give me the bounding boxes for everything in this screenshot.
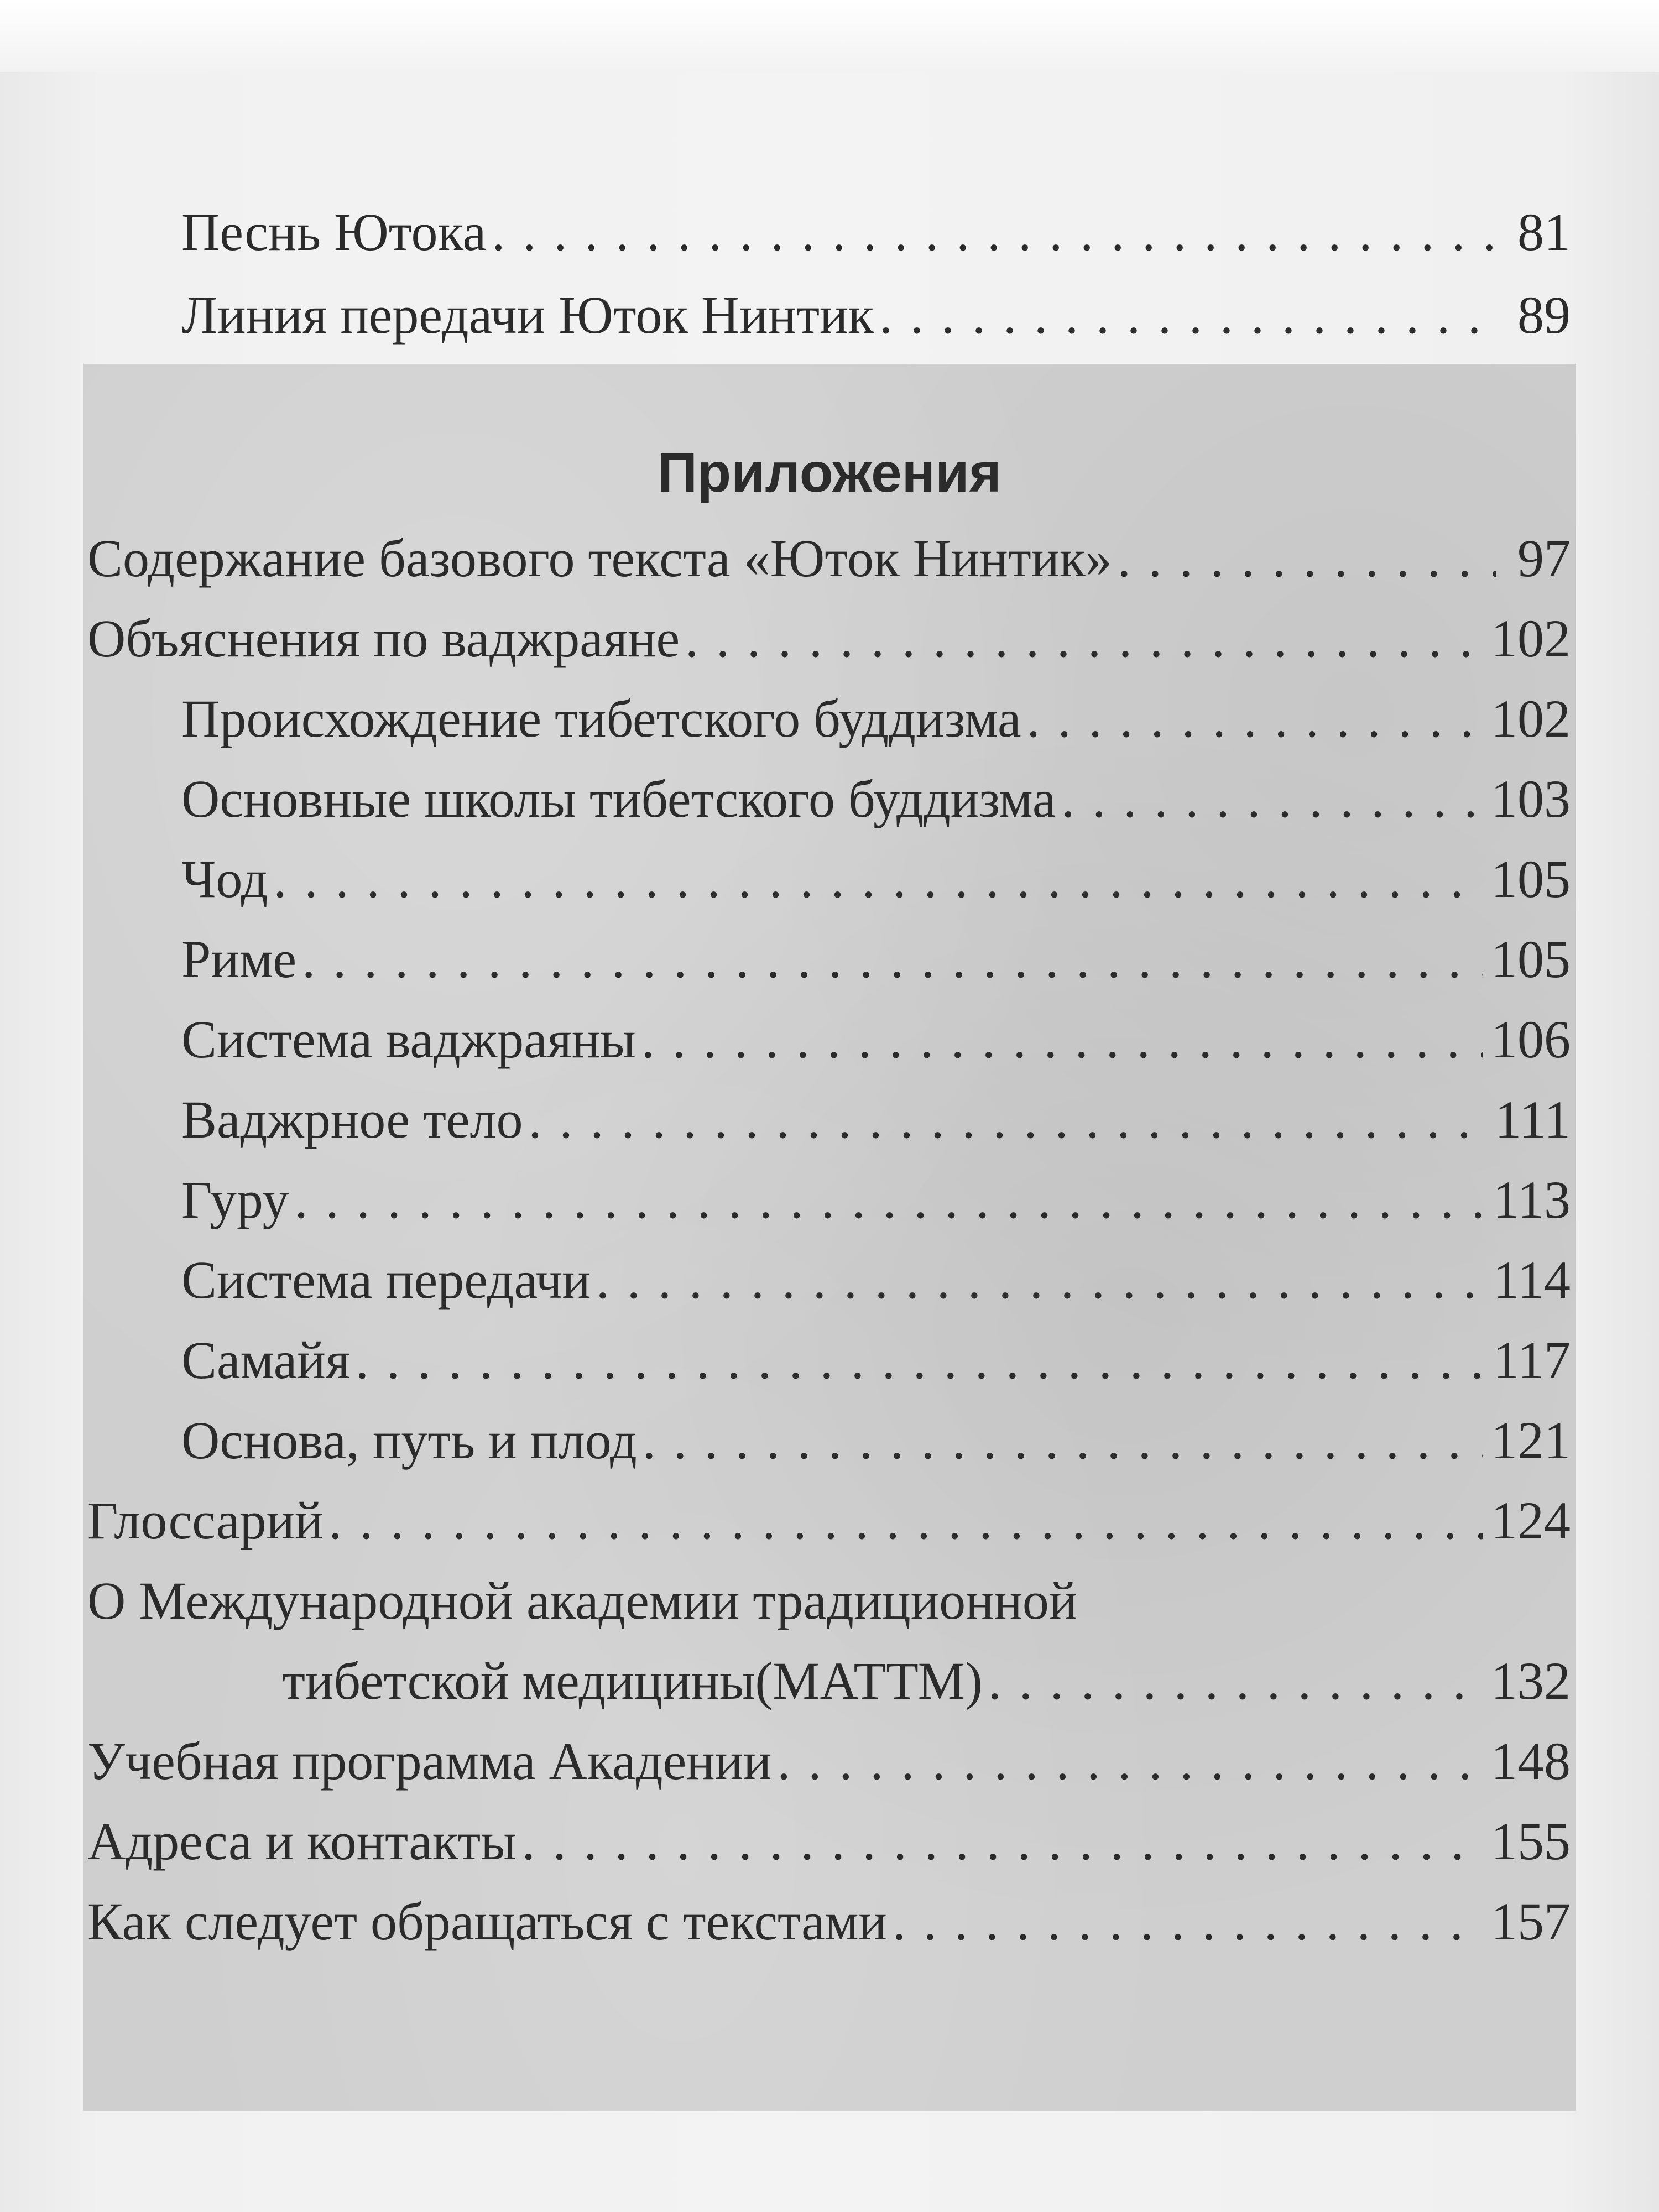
toc-entry-label: Гуру xyxy=(181,1170,289,1229)
toc-leader-dots xyxy=(328,1485,1483,1557)
toc-leader-dots xyxy=(273,843,1483,915)
toc-page-number: 105 xyxy=(1491,930,1571,989)
toc-entry xyxy=(87,1725,1571,1797)
toc-page-number: 121 xyxy=(1491,1411,1571,1470)
toc-entry-label: Содержание базового текста «Юток Нинтик» xyxy=(87,529,1112,588)
toc-entry xyxy=(181,763,1571,835)
toc-page-number: 103 xyxy=(1491,769,1571,828)
toc-page-number: 102 xyxy=(1491,689,1571,748)
toc-entry xyxy=(87,1485,1571,1557)
toc-entry xyxy=(181,1324,1571,1396)
toc-page-number: 148 xyxy=(1491,1731,1571,1791)
toc-leader-dots xyxy=(522,1806,1483,1877)
toc-leader-dots xyxy=(641,1004,1483,1076)
toc-entry-label-line1: О Международной академии традиционной xyxy=(87,1571,1078,1630)
toc-entry-label: Система ваджраяны xyxy=(181,1010,636,1069)
toc-entry-label-line2: тибетской медицины(МАТТМ) xyxy=(282,1651,983,1710)
toc-entry-label: Учебная программа Акадении xyxy=(87,1731,772,1791)
toc-entry-label: Адреса и контакты xyxy=(87,1812,517,1871)
toc-entry-label: Система передачи xyxy=(181,1250,591,1310)
toc-leader-dots xyxy=(1061,763,1483,835)
toc-leader-dots xyxy=(643,1405,1483,1477)
section-heading: Приложения xyxy=(658,442,1001,504)
toc-leader-dots xyxy=(893,1886,1483,1958)
toc-leader-dots xyxy=(685,603,1483,675)
toc-entry xyxy=(181,279,1571,351)
toc-entry-label: Глоссарий xyxy=(87,1491,324,1550)
toc-entry xyxy=(181,196,1571,268)
toc-leader-dots xyxy=(1027,683,1483,755)
toc-page-number: 117 xyxy=(1493,1331,1571,1390)
toc-entry-label: Происхождение тибетского буддизма xyxy=(181,689,1021,748)
toc-entry xyxy=(181,1244,1571,1316)
toc-page-number: 89 xyxy=(1517,285,1571,345)
toc-leader-dots xyxy=(356,1324,1485,1396)
toc-entry xyxy=(87,1886,1571,1958)
toc-entry xyxy=(181,924,1571,995)
toc-entry xyxy=(181,1405,1571,1477)
toc-page-number: 114 xyxy=(1493,1250,1571,1310)
toc-entry-label: Риме xyxy=(181,930,297,989)
toc-page-number: 102 xyxy=(1491,609,1571,668)
toc-entry xyxy=(181,1004,1571,1076)
toc-entry-label: Линия передачи Юток Нинтик xyxy=(181,285,874,345)
toc-page-number: 113 xyxy=(1493,1170,1571,1229)
toc-entry-label: Самайя xyxy=(181,1331,350,1390)
toc-page-number: 97 xyxy=(1517,529,1571,588)
toc-leader-dots xyxy=(528,1084,1487,1156)
toc-entry xyxy=(282,1645,1571,1717)
toc-page-number: 106 xyxy=(1491,1010,1571,1069)
toc-leader-dots xyxy=(492,196,1496,268)
toc-entry xyxy=(87,1806,1571,1877)
toc-entry-label: Песнь Ютока xyxy=(181,202,487,262)
toc-entry xyxy=(181,1164,1571,1236)
toc-leader-dots xyxy=(879,279,1496,351)
toc-entry-label: Как следует обращаться с текстами xyxy=(87,1892,887,1951)
toc-page-number: 132 xyxy=(1491,1651,1571,1710)
toc-page-number: 105 xyxy=(1491,849,1571,909)
toc-entry xyxy=(87,523,1571,594)
toc-entry xyxy=(87,603,1571,675)
toc-leader-dots xyxy=(596,1244,1485,1316)
toc-entry-label: Ваджрное тело xyxy=(181,1090,523,1149)
toc-page-number: 155 xyxy=(1491,1812,1571,1871)
toc-page-number: 157 xyxy=(1491,1892,1571,1951)
toc-entry xyxy=(181,1084,1571,1156)
toc-leader-dots xyxy=(988,1645,1483,1717)
toc-entry-label: Основные школы тибетского буддизма xyxy=(181,769,1056,828)
toc-leader-dots xyxy=(1118,523,1496,594)
toc-page-number: 124 xyxy=(1491,1491,1571,1550)
toc-entry-label: Объяснения по ваджраяне xyxy=(87,609,680,668)
toc-entry xyxy=(181,683,1571,755)
toc-entry-label: Основа, путь и плод xyxy=(181,1411,637,1470)
toc-leader-dots xyxy=(295,1164,1485,1236)
toc-entry-label: Чод xyxy=(181,849,268,909)
toc-entry xyxy=(181,843,1571,915)
toc-leader-dots xyxy=(302,924,1483,995)
toc-leader-dots xyxy=(777,1725,1483,1797)
toc-page-number: 111 xyxy=(1495,1090,1571,1149)
toc-page-number: 81 xyxy=(1517,202,1571,262)
